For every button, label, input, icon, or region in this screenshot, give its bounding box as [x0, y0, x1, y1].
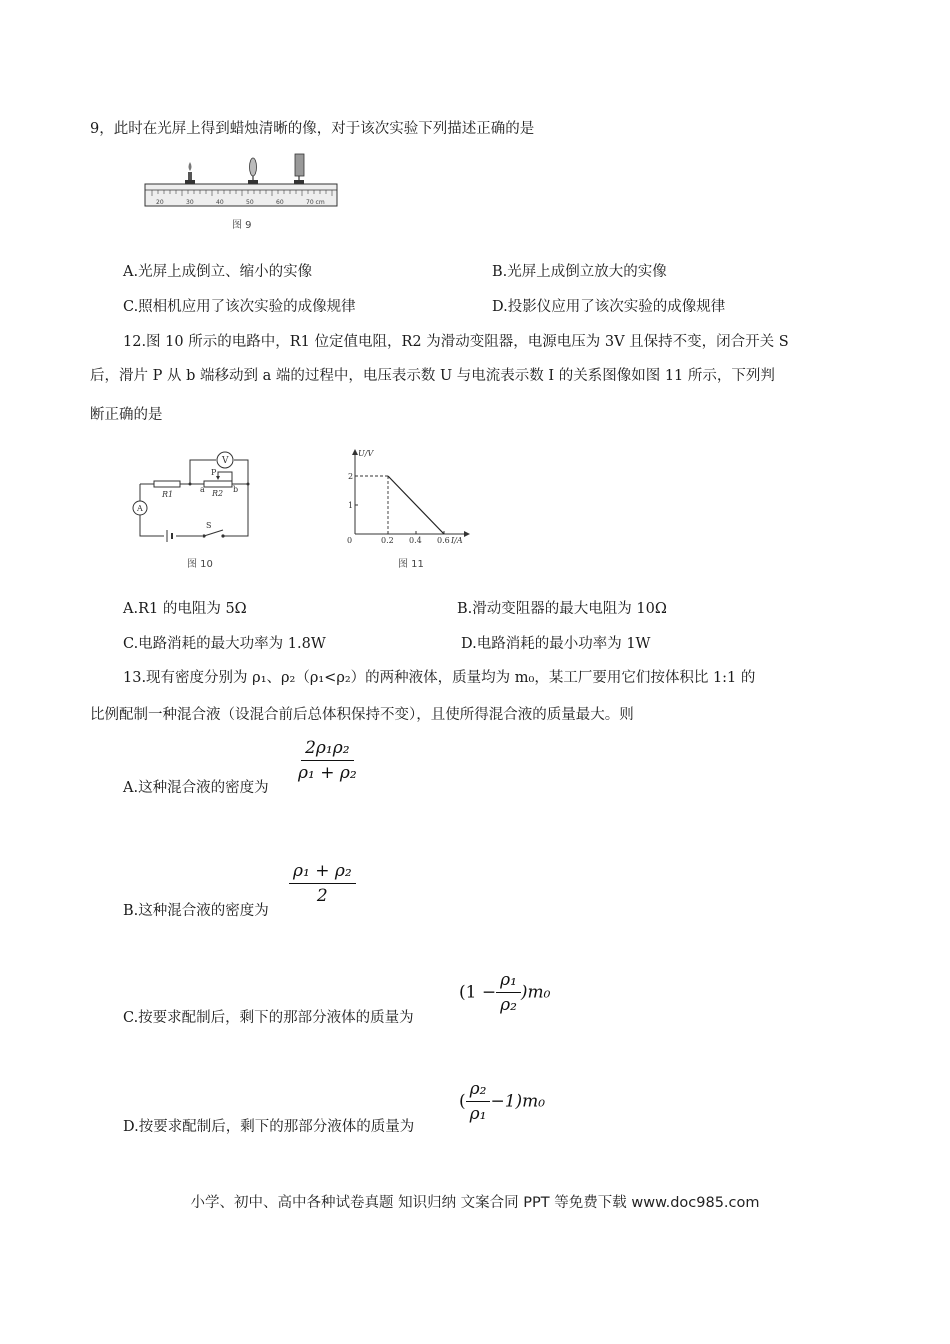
q12-option-a: A.R1 的电阻为 5Ω: [123, 601, 247, 617]
ruler-tick: 30: [186, 199, 194, 206]
ruler-tick: 40: [216, 199, 224, 206]
origin-label: 0: [347, 536, 353, 545]
x-tick-label: 0.4: [409, 536, 422, 545]
r1-label: R1: [162, 490, 174, 499]
q12-option-d: D.电路消耗的最小功率为 1W: [461, 636, 651, 652]
formula-c-suffix: )m₀: [520, 982, 551, 1003]
figure-11-caption: 图 11: [398, 559, 424, 570]
q13-option-a: A.这种混合液的密度为: [123, 780, 269, 796]
y-tick-label: 1: [348, 501, 354, 510]
formula-d-suffix: −1)m₀: [490, 1091, 546, 1112]
x-axis-arrow-icon: [464, 531, 470, 537]
q12-line-3: 断正确的是: [90, 407, 163, 423]
voltmeter-label: V: [222, 456, 229, 466]
figure-10-caption: 图 10: [187, 559, 213, 570]
q12-line-2: 后，滑片 P 从 b 端移动到 a 端的过程中，电压表示数 U 与电流表示数 I 的关系图像如图 11 所示，下列判: [90, 368, 775, 384]
y-axis-label: U/V: [358, 449, 374, 458]
page-footer[interactable]: 小学、初中、高中各种试卷真题 知识归纳 文案合同 PPT 等免费下载 www.doc985.com: [190, 1195, 760, 1211]
formula-c-prefix: (1 −: [459, 982, 497, 1003]
r1-resistor: [154, 481, 180, 487]
slider-p-label: P: [211, 468, 217, 477]
switch-s-label: S: [206, 521, 212, 530]
ruler-tick: 70 cm: [306, 199, 325, 206]
formula-d: [459, 1079, 545, 1124]
r2-rheostat: [204, 481, 232, 487]
q9-option-c: C.照相机应用了该次实验的成像规律: [123, 299, 356, 315]
formula-d-numerator: ρ₂: [466, 1079, 491, 1102]
formula-a-numerator: 2ρ₁ρ₂: [301, 738, 353, 761]
q9-option-a: A.光屏上成倒立、缩小的实像: [123, 264, 313, 280]
light-screen-icon: [294, 154, 304, 184]
formula-c-numerator: ρ₁: [496, 970, 521, 993]
x-tick-label: 0.6: [437, 536, 450, 545]
ruler-tick: 20: [156, 199, 164, 206]
ammeter-label: A: [137, 504, 143, 513]
q9-option-d: D.投影仪应用了该次实验的成像规律: [492, 299, 726, 315]
q13-option-b: B.这种混合液的密度为: [123, 903, 269, 919]
q13-line-2: 比例配制一种混合液（设混合前后总体积保持不变），且使所得混合液的质量最大。则: [90, 707, 634, 723]
q13-line-1: 13.现有密度分别为 ρ₁、ρ₂（ρ₁<ρ₂）的两种液体，质量均为 m₀，某工厂要用它们按体积比 1:1 的: [123, 670, 756, 686]
r2-label: R2: [212, 489, 224, 498]
formula-b-denominator: 2: [316, 886, 328, 906]
formula-a-denominator: ρ₁ + ρ₂: [298, 763, 357, 783]
slider-arrow-icon: [216, 476, 220, 480]
formula-b: [289, 861, 356, 906]
formula-a: [294, 738, 361, 783]
circuit-diagram-figure-10: [126, 446, 256, 546]
q9-stem: 9，此时在光屏上得到蜡烛清晰的像，对于该次实验下列描述正确的是: [90, 121, 535, 137]
end-b-label: b: [233, 485, 239, 494]
figure-9-caption: 图 9: [232, 220, 252, 231]
q9-option-b: B.光屏上成倒立放大的实像: [492, 264, 667, 280]
formula-c-denominator: ρ₂: [500, 995, 517, 1015]
u-i-line: [388, 476, 444, 534]
lens-icon: [248, 158, 258, 184]
q12-option-b: B.滑动变阻器的最大电阻为 10Ω: [457, 601, 667, 617]
q12-line-1: 12.图 10 所示的电路中，R1 位定值电阻，R2 为滑动变阻器，电源电压为 3V 且保持不变，闭合开关 S: [123, 334, 789, 350]
formula-d-denominator: ρ₁: [469, 1104, 487, 1124]
formula-b-numerator: ρ₁ + ρ₂: [289, 861, 356, 884]
q13-option-c: C.按要求配制后，剩下的那部分液体的质量为: [123, 1010, 414, 1026]
q13-option-d: D.按要求配制后，剩下的那部分液体的质量为: [123, 1119, 415, 1135]
y-tick-label: 2: [348, 472, 354, 481]
x-tick-label: 0.2: [381, 536, 394, 545]
end-a-label: a: [200, 485, 205, 494]
ruler-tick: 60: [276, 199, 284, 206]
projection-lines: [355, 476, 388, 534]
q12-option-c: C.电路消耗的最大功率为 1.8W: [123, 636, 326, 652]
candle-icon: [185, 162, 195, 184]
ruler-tick: 50: [246, 199, 254, 206]
x-axis-label: I/A: [451, 536, 463, 545]
formula-c: [459, 970, 551, 1015]
formula-d-prefix: (: [459, 1091, 466, 1112]
u-i-graph-figure-11: [338, 446, 478, 546]
